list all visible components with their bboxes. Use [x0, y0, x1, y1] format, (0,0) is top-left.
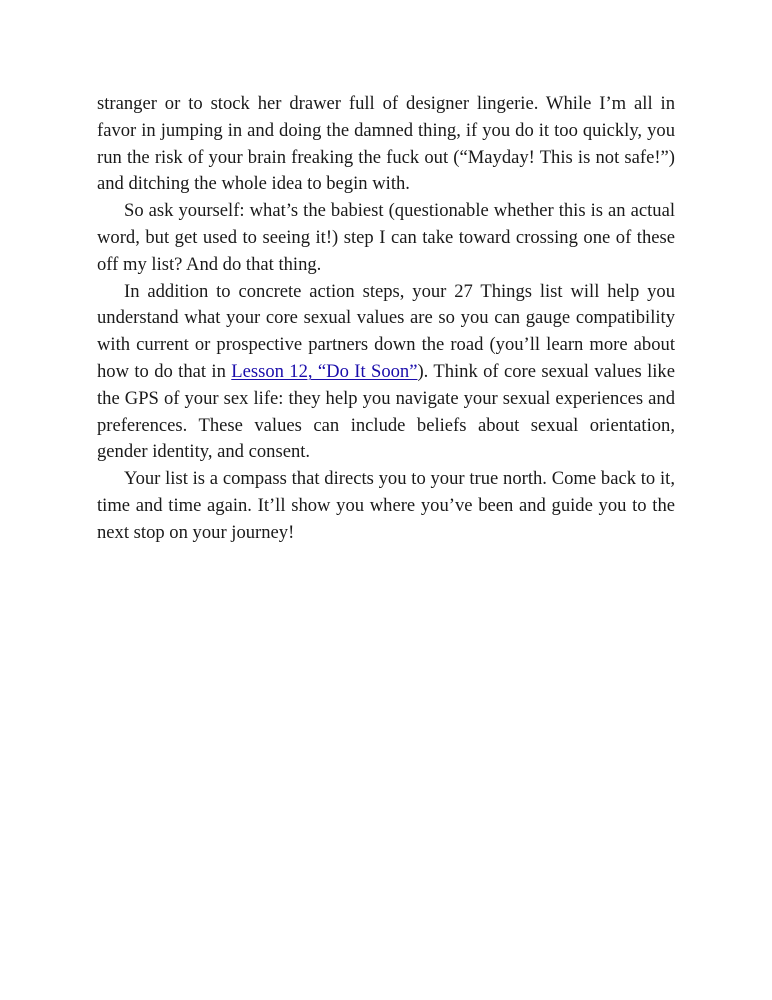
paragraph-babiest-step: So ask yourself: what’s the babiest (questionable whether this is an actual word, but get used to seeing it!) step I can take toward crossing one of these off my list? And do that thing. — [97, 200, 675, 275]
paragraph-core-values-text-after: ). Think of core sexual values like the GPS of your sex life: they help you navigate your sexual experiences and preferences. These values can include beliefs about sexual orientation, gender identity, and consent. — [97, 360, 675, 463]
document-page — [97, 91, 675, 547]
lesson-12-link[interactable]: Lesson 12, “Do It Soon” — [231, 360, 418, 382]
paragraph-continuation: stranger or to stock her drawer full of designer lingerie. While I’m all in favor in jumping in and doing the damned thing, if you do it too quickly, you run the risk of your brain freaking the fuck out (“Mayday! This is not safe!”) and ditching the whole idea to begin with. — [97, 93, 675, 195]
paragraph-core-values — [97, 279, 675, 467]
paragraph-compass: Your list is a compass that directs you to your true north. Come back to it, time and time again. It’ll show you where you’ve been and guide you to the next stop on your journey! — [97, 468, 675, 543]
paragraph-core-values-text-before: In addition to concrete action steps, your 27 Things list will help you understand what your core sexual values are so you can gauge compatibility with current or prospective partners down the road (you’ll learn more about how to do that in — [97, 280, 675, 382]
